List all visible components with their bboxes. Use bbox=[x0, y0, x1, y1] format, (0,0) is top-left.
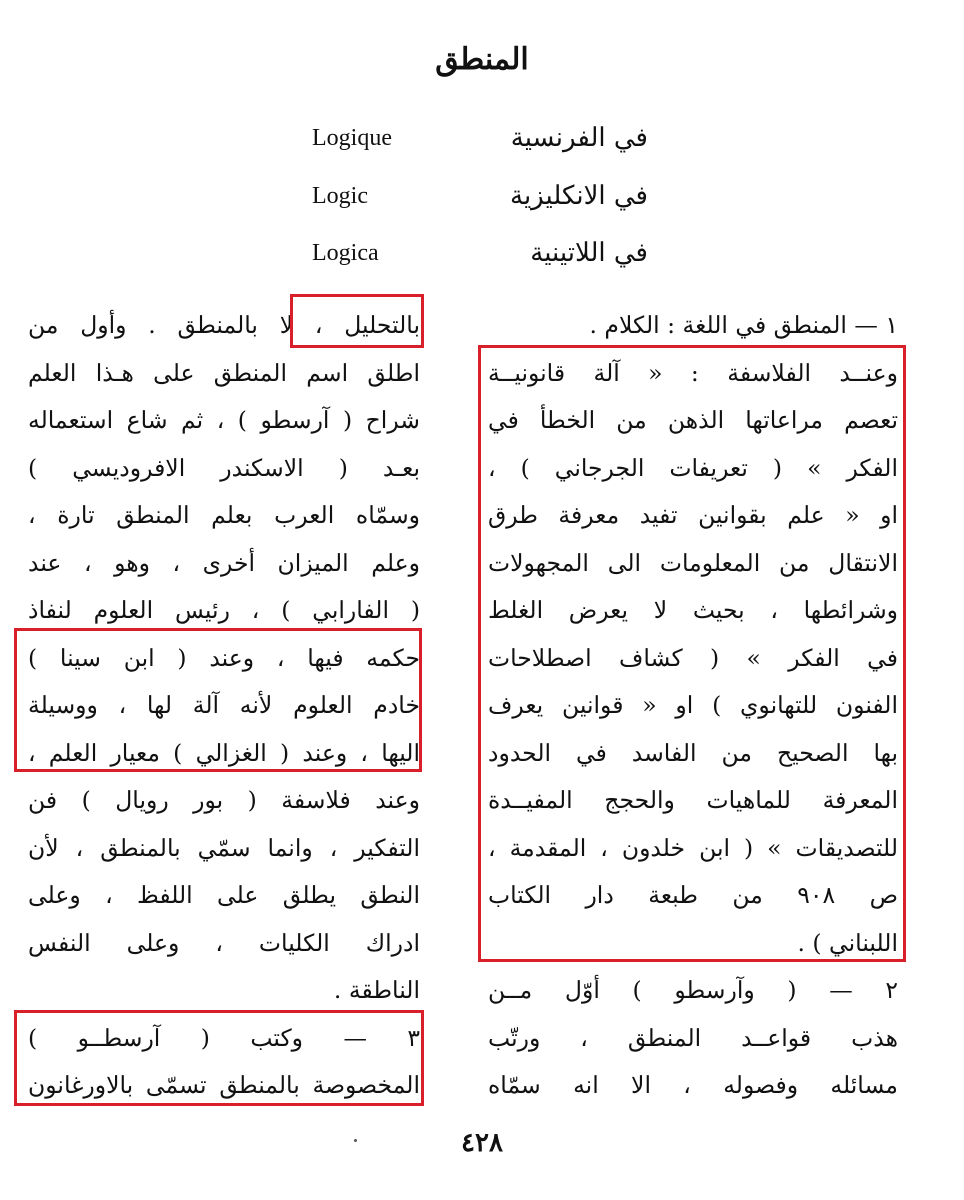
text-line: الفنون للتهانوي ) او « قوانين يعرف bbox=[488, 691, 898, 719]
entry-title: المنطق bbox=[435, 42, 529, 77]
text-line: بالتحليل ، لا بالمنطق . وأول من bbox=[28, 311, 420, 339]
text-line: ادراك الكليات ، وعلى النفس bbox=[28, 928, 420, 957]
translation-term: Logica bbox=[312, 240, 379, 266]
text-line: التفكير ، وانما سمّي بالمنطق ، لأن bbox=[28, 833, 420, 862]
text-line: ٣ — وكتب ( آرسطــو ) bbox=[28, 1023, 420, 1052]
text-line: اليها ، وعند ( الغزالي ) معيار العلم ، bbox=[28, 738, 420, 767]
translation-language: في الفرنسية bbox=[510, 123, 648, 153]
translation-row bbox=[0, 116, 964, 160]
text-line: حكمه فيها ، وعند ( ابن سينا ) bbox=[28, 643, 420, 672]
text-line: النطق يطلق على اللفظ ، وعلى bbox=[28, 881, 420, 909]
text-line: المعرفة للماهيات والحجج المفيــدة bbox=[488, 786, 898, 814]
text-line: شراح ( آرسطو ) ، ثم شاع استعماله bbox=[28, 406, 420, 434]
text-line: في الفكر » ( كشاف اصطلاحات bbox=[488, 643, 898, 672]
print-speck bbox=[354, 1139, 357, 1142]
text-line: ٢ — ( وآرسطو ) أوّل مــن bbox=[488, 976, 898, 1004]
translation-language: في اللاتينية bbox=[530, 238, 648, 268]
text-line: تعصم مراعاتها الذهن من الخطأ في bbox=[488, 406, 898, 434]
text-line: مسائله وفصوله ، الا انه سمّاه bbox=[488, 1071, 898, 1099]
page-number: ٤٢٨ bbox=[461, 1128, 503, 1158]
text-line: وعند فلاسفة ( بور رويال ) فن bbox=[28, 786, 420, 814]
text-line: بها الصحيح من الفاسد في الحدود bbox=[488, 738, 898, 767]
text-line: وسمّاه العرب بعلم المنطق تارة ، bbox=[28, 501, 420, 529]
text-line: الناطقة . bbox=[333, 976, 420, 1004]
text-line: اللبناني ) . bbox=[797, 928, 898, 957]
left-text-column bbox=[28, 302, 420, 1110]
right-text-column bbox=[488, 302, 898, 1110]
text-line: ( الفارابي ) ، رئيس العلوم لنفاذ bbox=[28, 596, 420, 624]
text-line: ص ٩٠٨ من طبعة دار الكتاب bbox=[488, 881, 898, 909]
text-line: وعلم الميزان أخرى ، وهو ، عند bbox=[28, 548, 420, 577]
text-line: او « علم بقوانين تفيد معرفة طرق bbox=[488, 501, 898, 529]
text-line: وشرائطها ، بحيث لا يعرض الغلط bbox=[488, 596, 898, 624]
text-line: بعـد ( الاسكندر الافروديسي ) bbox=[28, 453, 420, 482]
text-line: للتصديقات » ( ابن خلدون ، المقدمة ، bbox=[488, 833, 898, 862]
text-line: وعنــد الفلاسفة : « آلة قانونيــة bbox=[488, 358, 898, 387]
text-line: المخصوصة بالمنطق تسمّى بالاورغانون bbox=[28, 1071, 420, 1099]
text-line: الانتقال من المعلومات الى المجهولات bbox=[488, 548, 898, 577]
text-line: هذب قواعــد المنطق ، ورتّب bbox=[488, 1023, 898, 1052]
translation-term: Logic bbox=[312, 183, 368, 209]
text-line: ١ — المنطق في اللغة : الكلام . bbox=[589, 311, 898, 339]
text-line: خادم العلوم لأنه آلة لها ، ووسيلة bbox=[28, 691, 420, 719]
translation-language: في الانكليزية bbox=[510, 181, 648, 211]
translation-row bbox=[0, 231, 964, 275]
text-line: الفكر » ( تعريفات الجرجاني ) ، bbox=[488, 453, 898, 482]
translation-row bbox=[0, 174, 964, 218]
text-line: اطلق اسم المنطق على هـذا العلم bbox=[28, 358, 420, 387]
translation-term: Logique bbox=[312, 125, 392, 151]
